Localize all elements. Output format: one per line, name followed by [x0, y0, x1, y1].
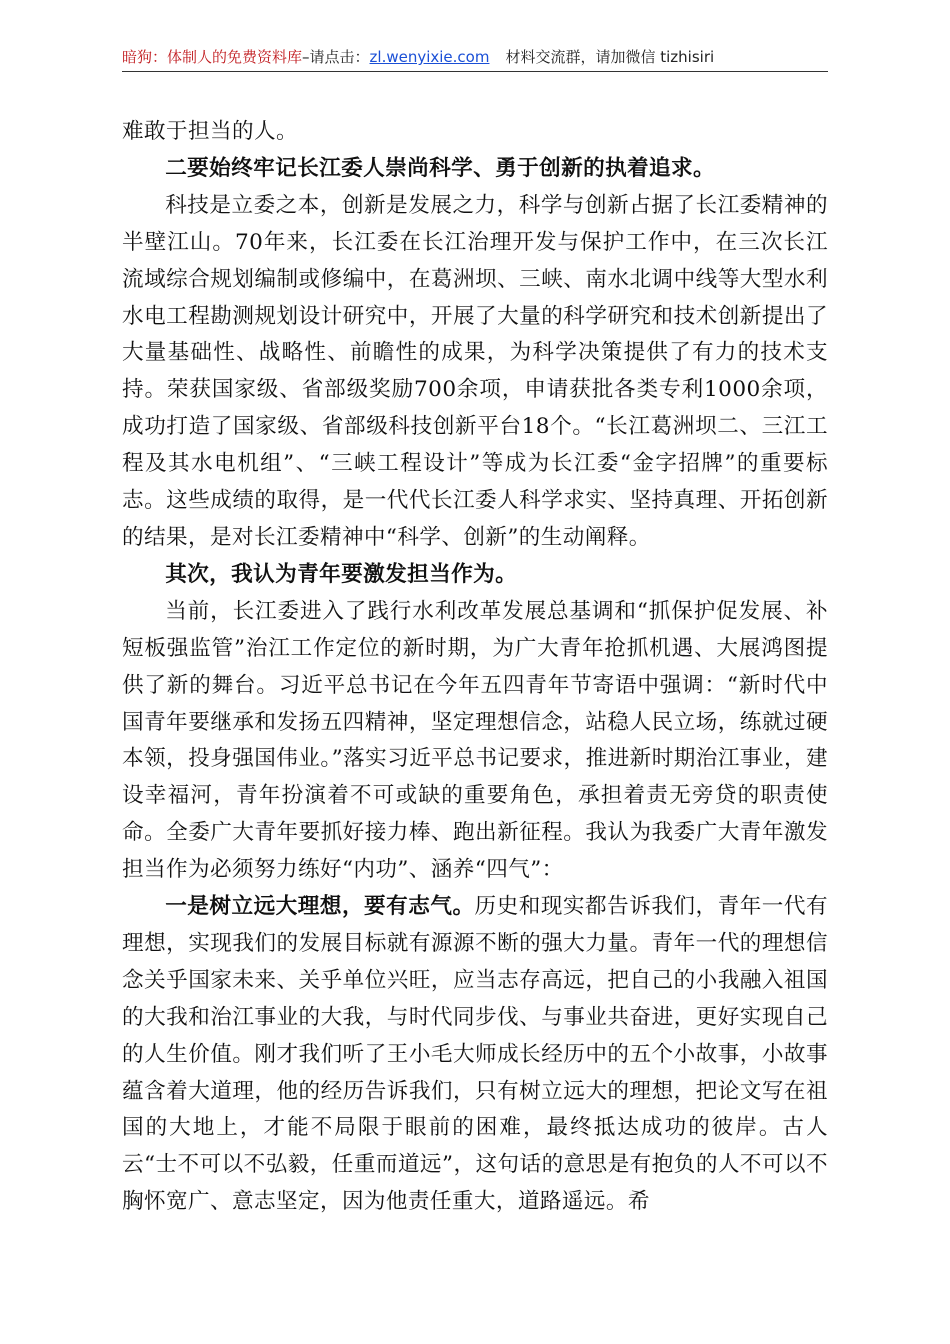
document-body — [122, 114, 828, 1221]
paragraph-lead: 其次，我认为青年要激发担当作为。 — [165, 561, 518, 587]
paragraph-ideals — [122, 889, 828, 1221]
section-heading-youth — [122, 557, 828, 594]
header-prompt: –请点击： — [302, 48, 370, 66]
page-header — [122, 46, 828, 72]
section-heading-science — [122, 151, 828, 188]
paragraph-text: 科技是立委之本，创新是发展之力，科学与创新占据了长江委精神的半壁江山。70年来，长江委在长江治理开发与保护工作中，在三次长江流域综合规划编制或修编中，在葛洲坝、三峡、南水北调中线等大型水利水电工程勘测规划设计研究中，开展了大量的科学研究和技术创新提出了大量基础性、战略性、前瞻性的成果，为科学决策提供了有力的技术支持。荣获国家级、省部级奖励700余项，申请获批各类专利1000余项，成功打造了国家级、省部级科技创新平台18个。“长江葛洲坝二、三江工程及其水电机组”、“三峡工程设计”等成为长江委“金字招牌”的重要标志。这些成绩的取得，是一代代长江委人科学求实、坚持真理、开拓创新的结果，是对长江委精神中“科学、创新”的生动阐释。 — [122, 192, 828, 550]
header-brand: 暗狗：体制人的免费资料库 — [122, 48, 303, 66]
paragraph-youth — [122, 594, 828, 889]
paragraph-text: 当前，长江委进入了践行水利改革发展总基调和“抓保护促发展、补短板强监管”治江工作定位的新时期，为广大青年抢抓机遇、大展鸿图提供了新的舞台。习近平总书记在今年五四青年节寄语中强调：“新时代中国青年要继承和发扬五四精神，坚定理想信念，站稳人民立场，练就过硬本领，投身强国伟业。”落实习近平总书记要求，推进新时期治江事业，建设幸福河，青年扮演着不可或缺的重要角色，承担着责无旁贷的职责使命。全委广大青年要抓好接力棒、跑出新征程。我认为我委广大青年激发担当作为必须努力练好“内功”、涵养“四气”： — [122, 598, 828, 883]
header-divider — [122, 71, 828, 72]
paragraph-lead: 一是树立远大理想，要有志气。 — [165, 894, 475, 920]
paragraph-continuation — [122, 114, 828, 151]
paragraph-science — [122, 188, 828, 557]
paragraph-text: 难敢于担当的人。 — [122, 119, 298, 144]
paragraph-lead: 二要始终牢记长江委人崇尚科学、勇于创新的执着追求。 — [165, 155, 716, 181]
paragraph-text: 历史和现实都告诉我们，青年一代有理想，实现我们的发展目标就有源源不断的强大力量。青年一代的理想信念关乎国家未来、关乎单位兴旺，应当志存高远，把自己的小我融入祖国的大我和治江事业的大我，与时代同步伐、与事业共奋进，更好实现自己的人生价值。刚才我们听了王小毛大师成长经历中的五个小故事，小故事蕴含着大道理，他的经历告诉我们，只有树立远大的理想，把论文写在祖国的大地上，才能不局限于眼前的困难，最终抵达成功的彼岸。古人云“士不可以不弘毅，任重而道远”，这句话的意思是有抱负的人不可以不胸怀宽广、意志坚定，因为他责任重大，道路遥远。希 — [122, 894, 828, 1215]
header-link[interactable]: zl.wenyixie.com — [369, 48, 490, 66]
header-contact: 材料交流群，请加微信 tizhisiri — [505, 48, 715, 66]
